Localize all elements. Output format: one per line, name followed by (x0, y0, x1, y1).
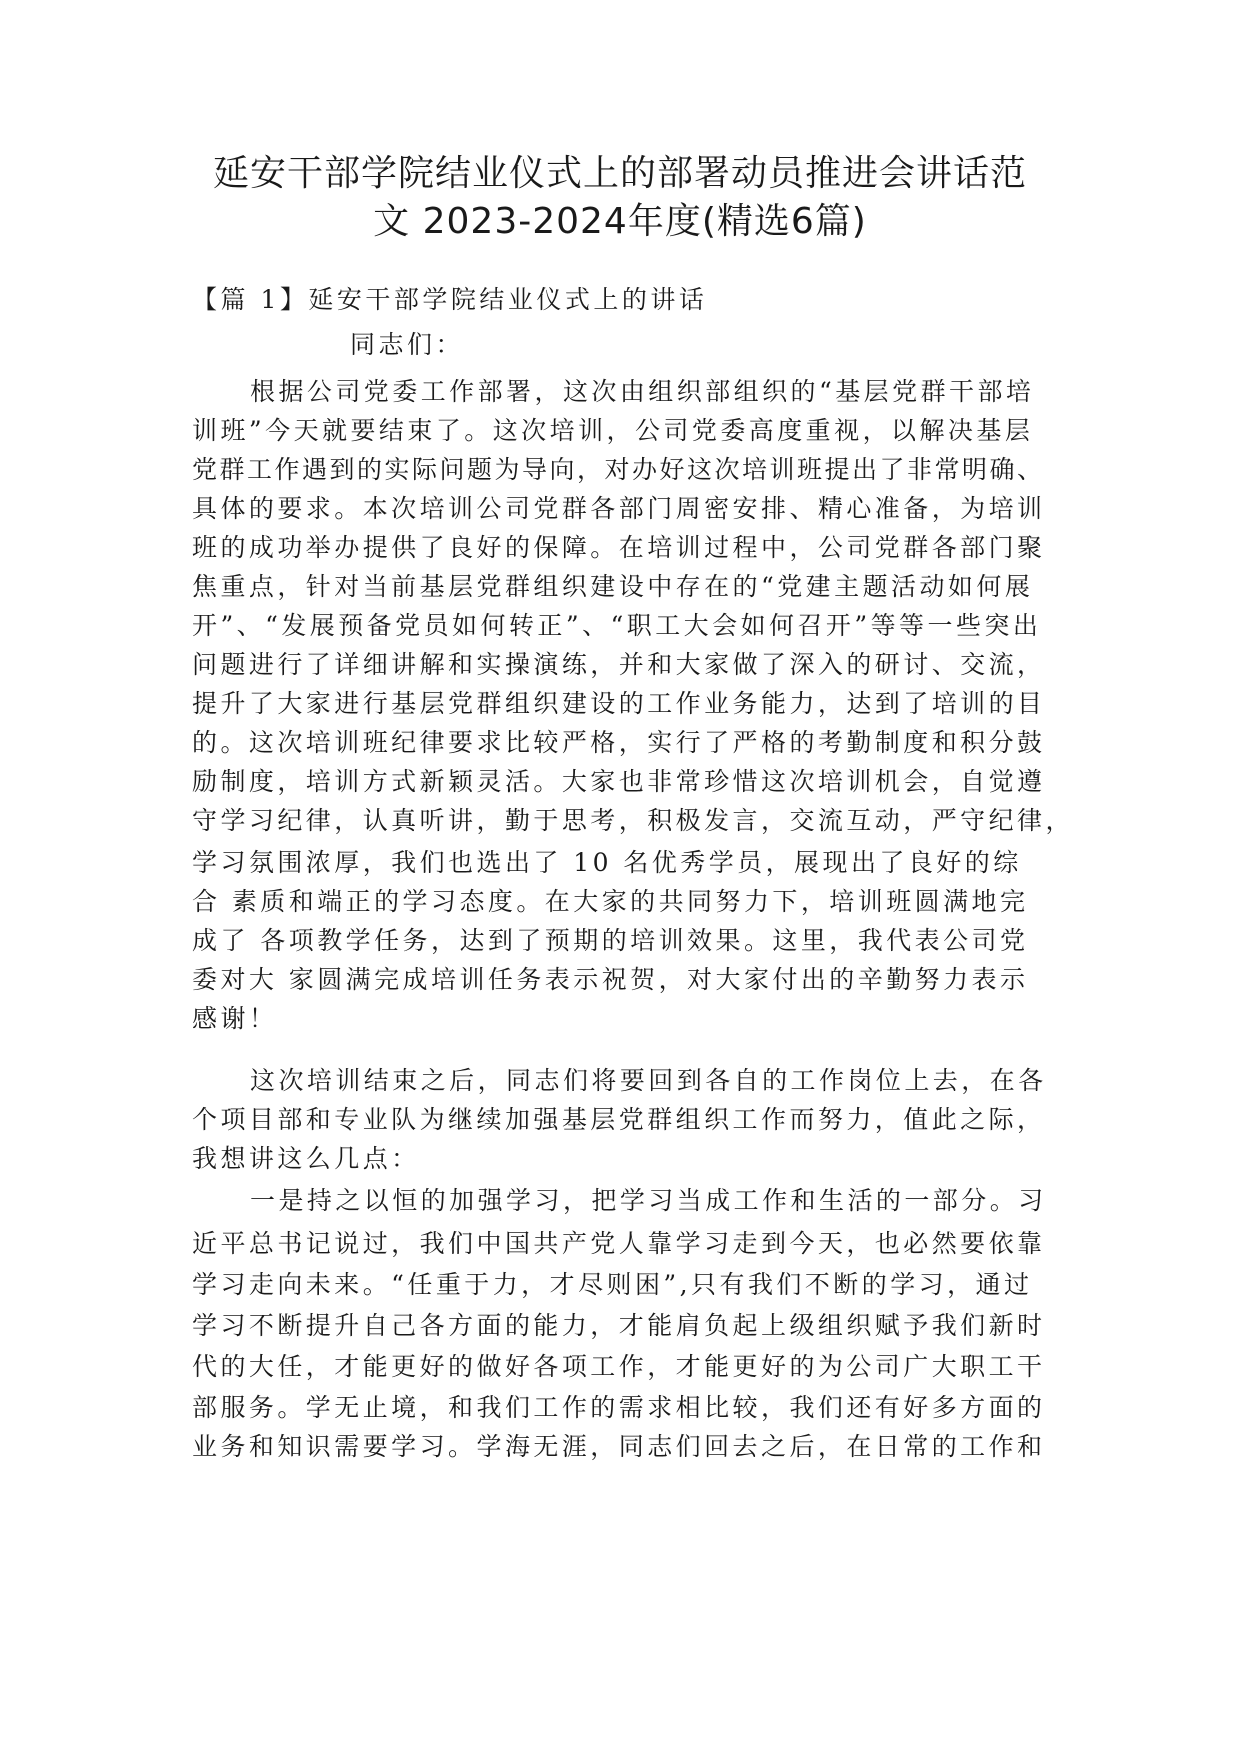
body-line: 党群工作遇到的实际问题为导向，对办好这次培训班提出了非常明确、 (192, 455, 1045, 484)
section-heading: 【篇 1】延安干部学院结业仪式上的讲话 (192, 285, 708, 314)
body-line: 训班”今天就要结束了。这次培训，公司党委高度重视，以解决基层 (192, 416, 1034, 445)
salutation: 同志们： (350, 330, 465, 359)
body-line: 感谢！ (192, 1004, 278, 1033)
title-line-1: 延安干部学院结业仪式上的部署动员推进会讲话范 (212, 153, 1027, 194)
body-line: 学习走向未来。“任重于力，才尽则困”,只有我们不断的学习，通过 (192, 1270, 1033, 1299)
body-line: 焦重点，针对当前基层党群组织建设中存在的“党建主题活动如何展 (192, 572, 1034, 601)
body-line: 提升了大家进行基层党群组织建设的工作业务能力，达到了培训的目 (192, 689, 1046, 718)
body-line: 学习不断提升自己各方面的能力，才能肩负起上级组织赋予我们新时 (192, 1311, 1046, 1340)
body-line: 业务和知识需要学习。学海无涯，同志们回去之后，在日常的工作和 (192, 1432, 1046, 1461)
body-line: 具体的要求。本次培训公司党群各部门周密安排、精心准备，为培训 (192, 494, 1046, 523)
body-line: 我想讲这么几点： (192, 1144, 420, 1173)
body-line: 问题进行了详细讲解和实操演练，并和大家做了深入的研讨、交流， (192, 650, 1046, 679)
body-line: 根据公司党委工作部署，这次由组织部组织的“基层党群干部培 (250, 377, 1035, 406)
body-line: 委对大 家圆满完成培训任务表示祝贺，对大家付出的辛勤努力表示 (192, 965, 1029, 994)
body-line: 代的大任，才能更好的做好各项工作，才能更好的为公司广大职工干 (192, 1352, 1046, 1381)
body-line: 班的成功举办提供了良好的保障。在培训过程中，公司党群各部门聚 (192, 533, 1046, 562)
body-line: 部服务。学无止境，和我们工作的需求相比较，我们还有好多方面的 (192, 1393, 1046, 1422)
body-line: 开”、“发展预备党员如何转正”、“职工大会如何召开”等等一些突出 (192, 611, 1042, 640)
body-line: 成了 各项教学任务，达到了预期的培训效果。这里，我代表公司党 (192, 926, 1029, 955)
document-title (200, 150, 1040, 246)
title-line-2: 文 2023-2024年度(精选6篇) (373, 201, 867, 242)
body-line: 这次培训结束之后，同志们将要回到各自的工作岗位上去，在各 (250, 1066, 1047, 1095)
body-line: 合 素质和端正的学习态度。在大家的共同努力下，培训班圆满地完 (192, 887, 1029, 916)
body-line: 学习氛围浓厚，我们也选出了 10 名优秀学员，展现出了良好的综 (192, 848, 1022, 877)
body-line: 的。这次培训班纪律要求比较严格，实行了严格的考勤制度和积分鼓 (192, 728, 1046, 757)
body-line: 励制度，培训方式新颖灵活。大家也非常珍惜这次培训机会，自觉遵 (192, 767, 1046, 796)
body-line: 近平总书记说过，我们中国共产党人靠学习走到今天，也必然要依靠 (192, 1229, 1046, 1258)
body-line: 一是持之以恒的加强学习，把学习当成工作和生活的一部分。习 (250, 1186, 1047, 1215)
body-line: 个项目部和专业队为继续加强基层党群组织工作而努力，值此之际， (192, 1105, 1046, 1134)
body-line: 守学习纪律，认真听讲，勤于思考，积极发言，交流互动，严守纪律， (192, 806, 1074, 835)
